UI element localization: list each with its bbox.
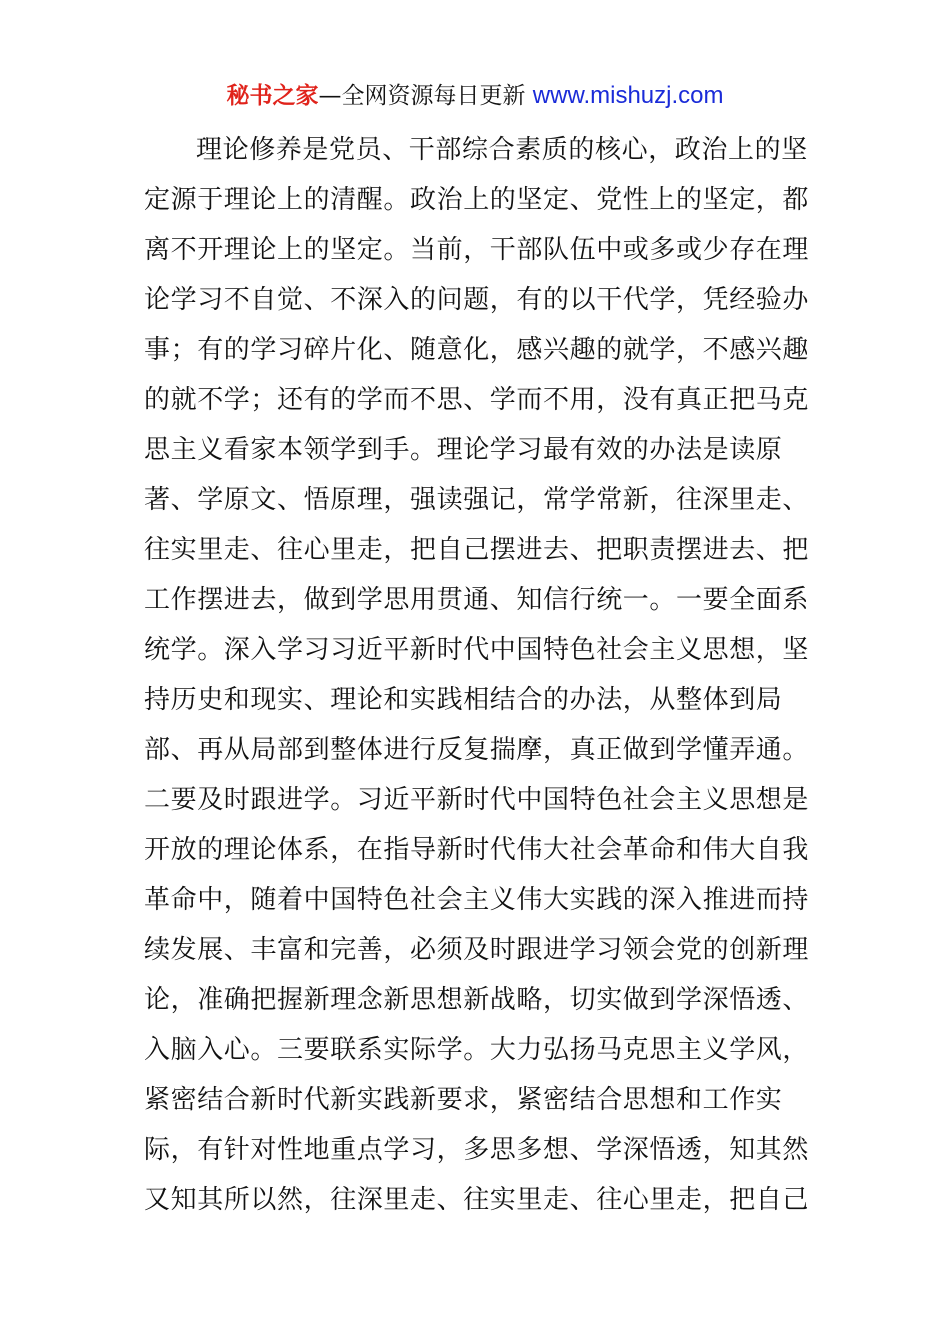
text-line: 革命中，随着中国特色社会主义伟大实践的深入推进而持 bbox=[144, 885, 810, 915]
text-line: 统学。深入学习习近平新时代中国特色社会主义思想，坚 bbox=[144, 635, 810, 665]
text-line: 理论修养是党员、干部综合素质的核心，政治上的坚 bbox=[196, 135, 808, 165]
text-line: 又知其所以然，往深里走、往实里走、往心里走，把自己 bbox=[144, 1185, 810, 1215]
text-line: 定源于理论上的清醒。政治上的坚定、党性上的坚定，都 bbox=[144, 185, 810, 215]
brand-name: 秘书之家 bbox=[226, 83, 319, 109]
header-tagline: —全网资源每日更新 bbox=[318, 83, 533, 109]
text-line: 事；有的学习碎片化、随意化，感兴趣的就学，不感兴趣 bbox=[144, 335, 810, 365]
text-line: 开放的理论体系，在指导新时代伟大社会革命和伟大自我 bbox=[144, 835, 810, 865]
text-line: 的就不学；还有的学而不思、学而不用，没有真正把马克 bbox=[144, 385, 810, 415]
text-line: 思主义看家本领学到手。理论学习最有效的办法是读原 bbox=[144, 435, 783, 465]
text-line: 工作摆进去，做到学思用贯通、知信行统一。一要全面系 bbox=[144, 585, 810, 615]
text-line: 入脑入心。三要联系实际学。大力弘扬马克思主义学风， bbox=[144, 1035, 810, 1065]
text-line: 往实里走、往心里走，把自己摆进去、把职责摆进去、把 bbox=[144, 535, 810, 565]
document-body bbox=[144, 125, 809, 1225]
text-line: 二要及时跟进学。习近平新时代中国特色社会主义思想是 bbox=[144, 785, 810, 815]
text-line: 论学习不自觉、不深入的问题，有的以干代学，凭经验办 bbox=[144, 285, 810, 315]
text-line: 续发展、丰富和完善，必须及时跟进学习领会党的创新理 bbox=[144, 935, 810, 965]
text-line: 论，准确把握新理念新思想新战略，切实做到学深悟透、 bbox=[144, 985, 810, 1015]
text-line: 际，有针对性地重点学习，多思多想、学深悟透，知其然 bbox=[144, 1135, 810, 1165]
text-line: 持历史和现实、理论和实践相结合的办法，从整体到局 bbox=[144, 685, 783, 715]
text-line: 著、学原文、悟原理，强读强记，常学常新，往深里走、 bbox=[144, 485, 810, 515]
text-line: 离不开理论上的坚定。当前，干部队伍中或多或少存在理 bbox=[144, 235, 810, 265]
site-url-link[interactable]: www.mishuzj.com bbox=[532, 82, 724, 109]
page-header bbox=[0, 80, 950, 112]
text-line: 部、再从局部到整体进行反复揣摩，真正做到学懂弄通。 bbox=[144, 735, 810, 765]
text-line: 紧密结合新时代新实践新要求，紧密结合思想和工作实 bbox=[144, 1085, 783, 1115]
